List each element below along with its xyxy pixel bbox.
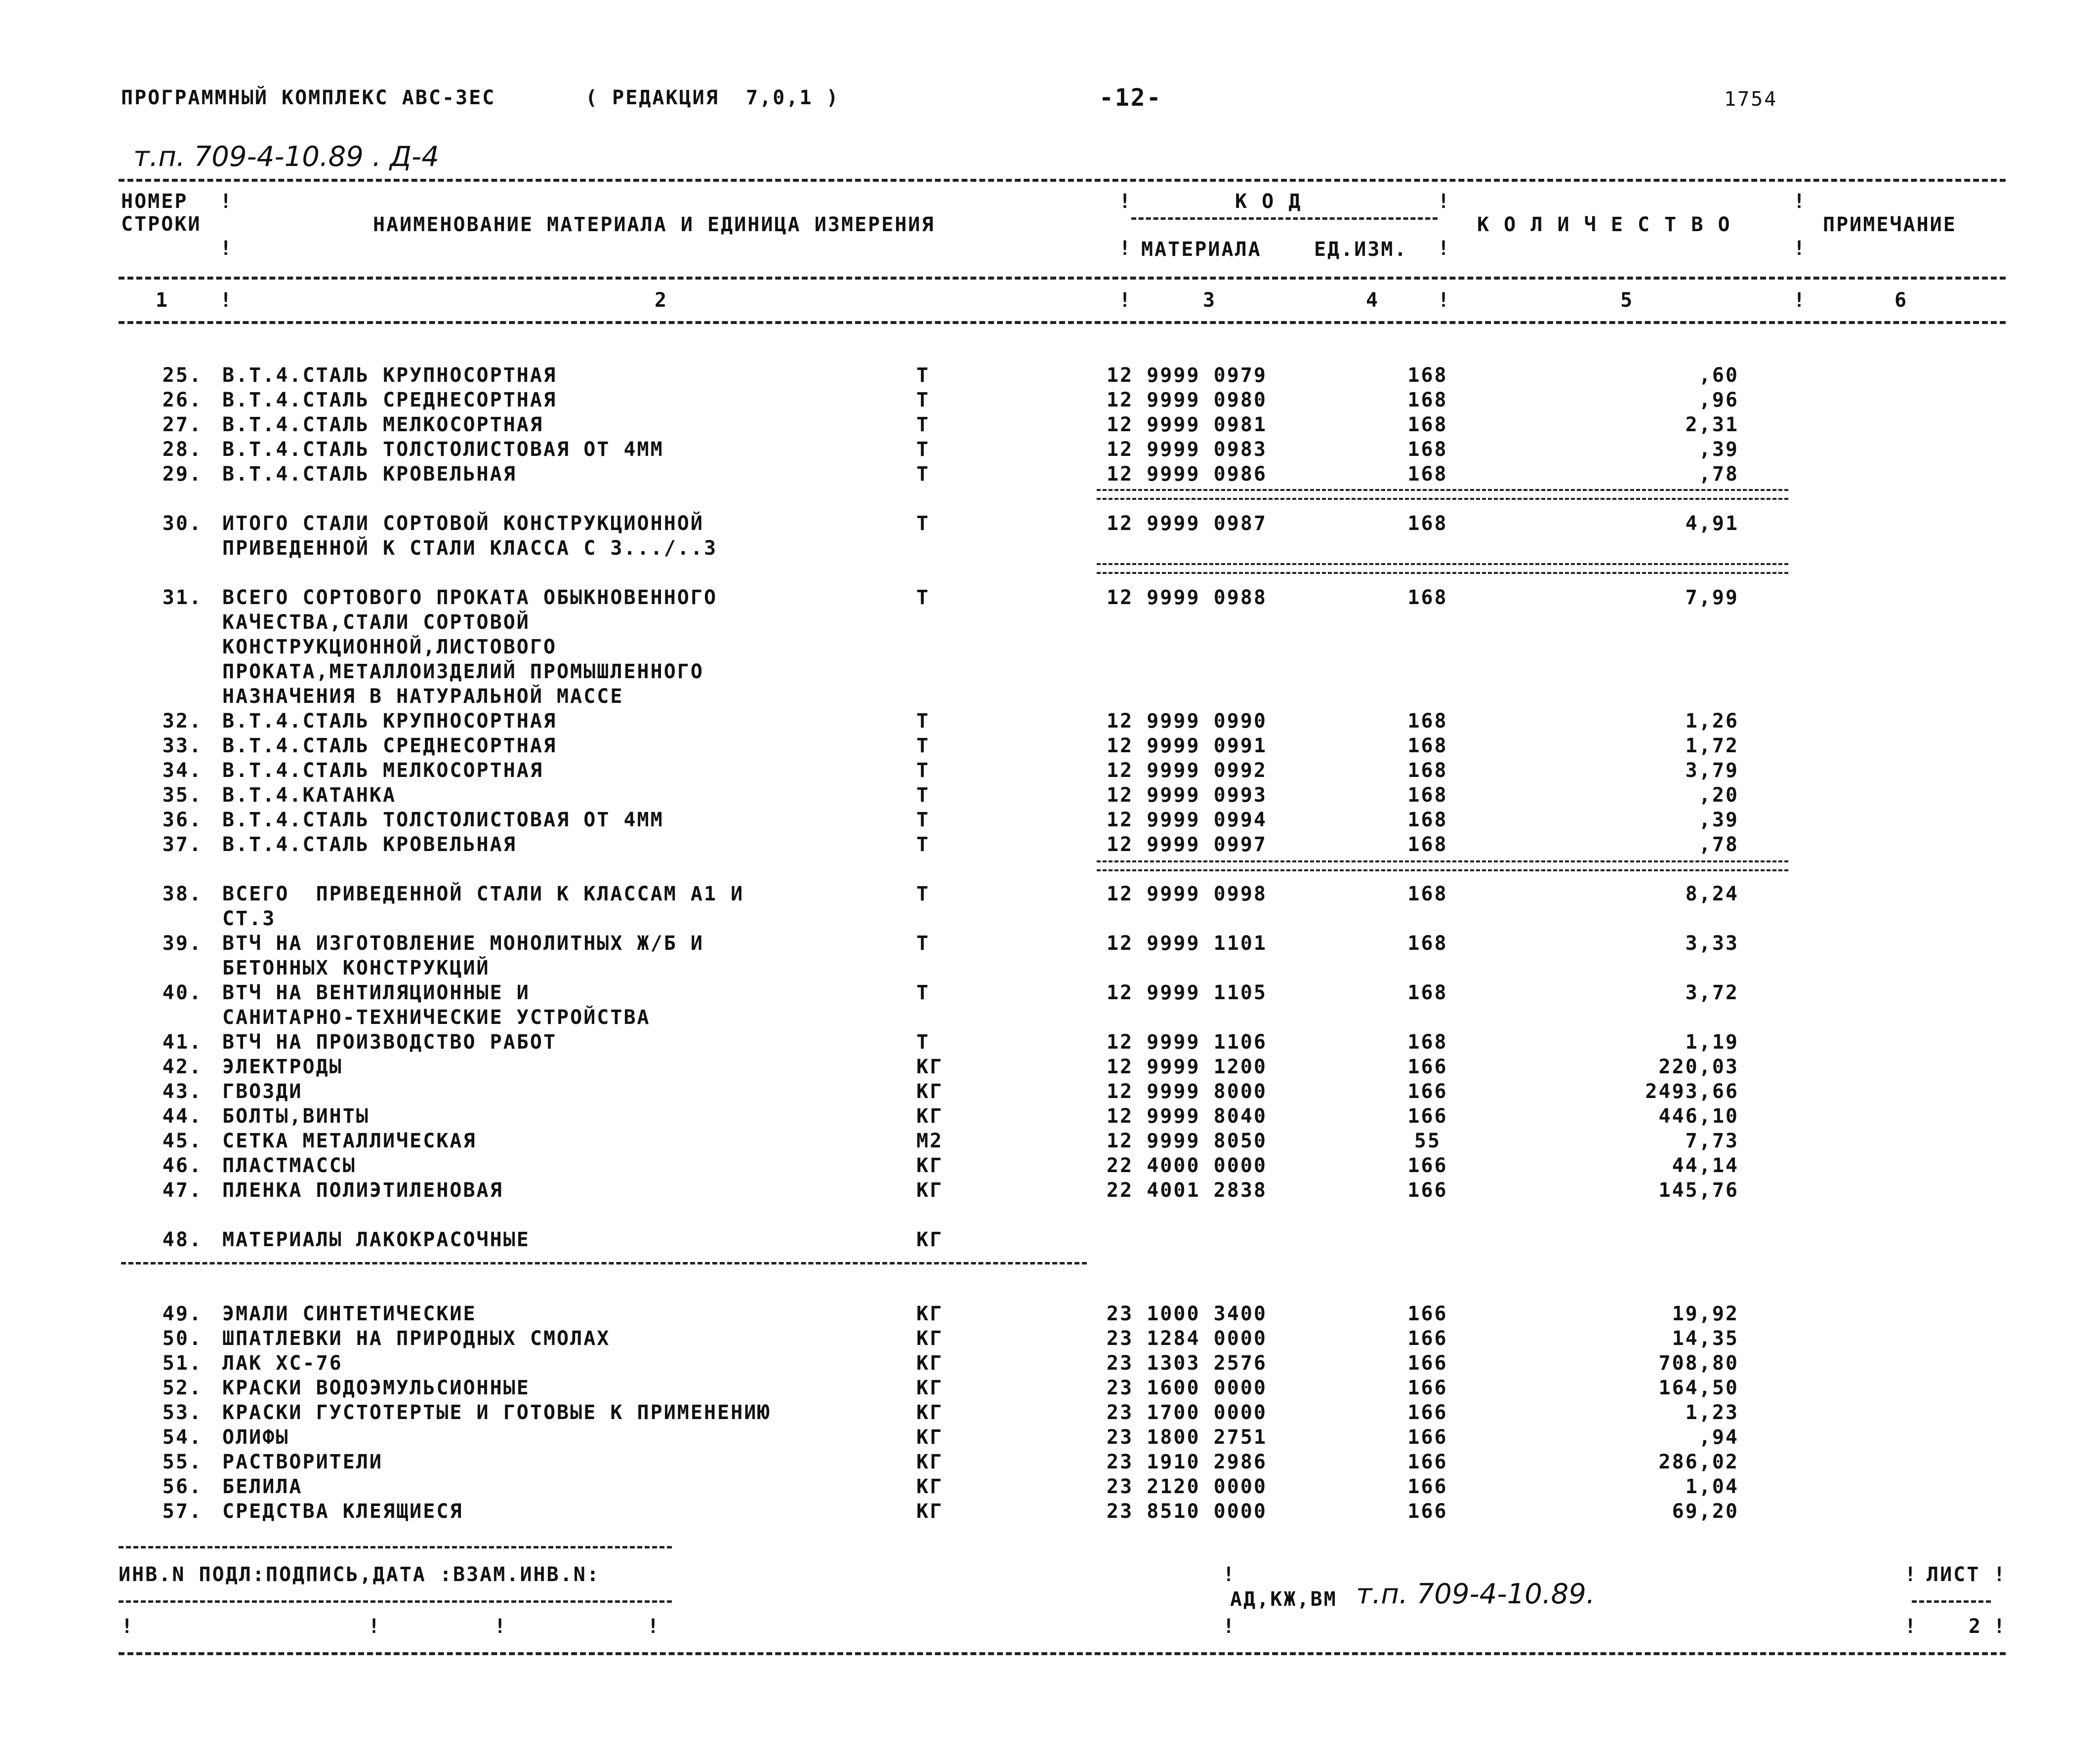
unit-of-measure: Т [916, 734, 930, 757]
footer-doc-prefix: АД,КЖ,ВМ [1230, 1588, 1337, 1611]
unit-code: 166 [1407, 1056, 1448, 1078]
material-code: 12 9999 0993 [1107, 784, 1267, 807]
material-code: 22 4001 2838 [1107, 1179, 1267, 1202]
quantity: 8,24 [1685, 883, 1739, 905]
material-name: ПЛЕНКА ПОЛИЭТИЛЕНОВАЯ [222, 1179, 503, 1202]
unit-code: 168 [1407, 512, 1448, 535]
table-row [0, 1129, 2100, 1153]
material-code: 12 9999 0997 [1107, 833, 1267, 856]
quantity: 286,02 [1658, 1451, 1739, 1473]
sheet-label: ЛИСТ [1927, 1563, 1980, 1586]
quantity: 164,50 [1658, 1377, 1739, 1399]
material-code: 23 1600 0000 [1107, 1377, 1267, 1399]
quantity: 1,72 [1685, 734, 1739, 757]
unit-code: 166 [1407, 1377, 1448, 1399]
unit-of-measure: Т [916, 981, 930, 1004]
material-name: РАСТВОРИТЕЛИ [222, 1451, 383, 1473]
header-separator: ! [1438, 190, 1450, 213]
program-title: ПРОГРАММНЫЙ КОМПЛЕКС АВС-3ЕС [121, 86, 496, 109]
material-name: ВТЧ НА ИЗГОТОВЛЕНИЕ МОНОЛИТНЫХ Ж/Б И [222, 932, 704, 955]
unit-of-measure: Т [916, 759, 930, 782]
table-row [0, 412, 2100, 437]
unit-of-measure: КГ [916, 1327, 944, 1350]
table-row [0, 1425, 2100, 1450]
unit-code: 168 [1407, 883, 1448, 905]
unit-code: 168 [1407, 586, 1448, 609]
material-code: 12 9999 0983 [1107, 438, 1267, 461]
material-code: 23 1800 2751 [1107, 1426, 1267, 1449]
table-row [0, 1302, 2100, 1326]
col-number-3: 3 [1203, 289, 1217, 312]
quantity: ,39 [1698, 809, 1739, 831]
material-name: ПРИВЕДЕННОЙ К СТАЛИ КЛАССА С 3.../..3 [222, 537, 718, 560]
quantity: ,96 [1698, 389, 1739, 411]
row-number: 36. [162, 809, 203, 831]
row-number: 45. [162, 1130, 203, 1152]
col-note-header: ПРИМЕЧАНИЕ [1823, 213, 1957, 236]
unit-code: 166 [1407, 1475, 1448, 1498]
material-code: 12 9999 0979 [1107, 364, 1267, 387]
quantity: ,78 [1698, 833, 1739, 856]
material-name: ШПАТЛЕВКИ НА ПРИРОДНЫХ СМОЛАХ [222, 1327, 611, 1350]
unit-code: 168 [1407, 809, 1448, 831]
unit-code: 166 [1407, 1352, 1448, 1375]
unit-of-measure: КГ [916, 1377, 944, 1399]
row-number: 57. [162, 1500, 203, 1523]
unit-of-measure: КГ [916, 1228, 944, 1251]
table-row [0, 1376, 2100, 1400]
footer-separator: ! [1904, 1615, 1917, 1638]
quantity: 7,73 [1685, 1130, 1739, 1152]
material-name: ЭМАЛИ СИНТЕТИЧЕСКИЕ [222, 1302, 477, 1325]
material-code: 12 9999 0988 [1107, 586, 1267, 609]
rule-bottom [119, 1652, 2006, 1655]
handwritten-reference: т.п. 709-4-10.89 . Д-4 [133, 141, 439, 173]
material-name: КРАСКИ ВОДОЭМУЛЬСИОННЫЕ [222, 1377, 530, 1399]
quantity: ,78 [1698, 463, 1739, 486]
quantity: 7,99 [1685, 586, 1739, 609]
row-number: 37. [162, 833, 203, 856]
table-row [0, 1055, 2100, 1079]
unit-code: 168 [1407, 389, 1448, 411]
quantity: 3,33 [1685, 932, 1739, 955]
unit-of-measure: КГ [916, 1475, 944, 1498]
table-row [0, 511, 2100, 560]
material-code: 12 9999 0994 [1107, 809, 1267, 831]
row-number: 29. [162, 463, 203, 486]
material-code: 23 8510 0000 [1107, 1500, 1267, 1523]
unit-code: 55 [1414, 1130, 1441, 1152]
quantity: ,20 [1698, 784, 1739, 807]
unit-of-measure: Т [916, 512, 930, 535]
unit-of-measure: Т [916, 438, 930, 461]
material-code: 12 9999 0998 [1107, 883, 1267, 905]
material-code: 23 2120 0000 [1107, 1475, 1267, 1498]
table-row [0, 1474, 2100, 1499]
material-code: 22 4000 0000 [1107, 1154, 1267, 1177]
row-number: 38. [162, 883, 203, 905]
footer-separator: ! [1904, 1563, 1917, 1586]
table-row [0, 1227, 2100, 1252]
material-code: 23 1000 3400 [1107, 1302, 1267, 1325]
material-code: 12 9999 1200 [1107, 1056, 1267, 1078]
material-name: ВСЕГО СОРТОВОГО ПРОКАТА ОБЫКНОВЕННОГО [222, 586, 718, 609]
material-name: КРАСКИ ГУСТОТЕРТЫЕ И ГОТОВЫЕ К ПРИМЕНЕНИЮ [222, 1401, 771, 1424]
table-row [0, 1079, 2100, 1104]
material-code: 12 9999 0987 [1107, 512, 1267, 535]
rule-header-bottom [119, 277, 2006, 280]
material-name: КАЧЕСТВА,СТАЛИ СОРТОВОЙ [222, 611, 530, 634]
row-number: 31. [162, 586, 203, 609]
col-number-1: 1 [156, 289, 169, 312]
unit-of-measure: Т [916, 784, 930, 807]
unit-of-measure: КГ [916, 1105, 944, 1128]
row-number: 27. [162, 413, 203, 436]
table-row [0, 1450, 2100, 1474]
material-name: НАЗНАЧЕНИЯ В НАТУРАЛЬНОЙ МАССЕ [222, 685, 624, 708]
material-name: В.Т.4.СТАЛЬ МЕЛКОСОРТНАЯ [222, 413, 543, 436]
row-number: 30. [162, 512, 203, 535]
quantity: ,39 [1698, 438, 1739, 461]
unit-code: 168 [1407, 932, 1448, 955]
footer-rule [119, 1600, 672, 1603]
material-name: В.Т.4.СТАЛЬ МЕЛКОСОРТНАЯ [222, 759, 543, 782]
col-code-header: К О Д [1235, 190, 1302, 213]
unit-of-measure: Т [916, 364, 930, 387]
header-separator: ! [1119, 237, 1131, 260]
table-row [0, 1351, 2100, 1376]
quantity: 3,72 [1685, 981, 1739, 1004]
unit-code: 166 [1407, 1401, 1448, 1424]
unit-of-measure: КГ [916, 1056, 944, 1078]
row-number: 25. [162, 364, 203, 387]
row-number: 47. [162, 1179, 203, 1202]
unit-of-measure: Т [916, 463, 930, 486]
unit-of-measure: Т [916, 586, 930, 609]
footer-separator: ! [647, 1615, 659, 1638]
unit-code: 168 [1407, 438, 1448, 461]
page-mark: -12- [1099, 84, 1162, 112]
material-name: БЕТОННЫХ КОНСТРУКЦИЙ [222, 957, 490, 979]
unit-code: 168 [1407, 1031, 1448, 1054]
col-number-2: 2 [655, 289, 668, 312]
rule-numbers-bottom [119, 321, 2006, 324]
quantity: 1,23 [1685, 1401, 1739, 1424]
unit-of-measure: КГ [916, 1500, 944, 1523]
table-row [0, 437, 2100, 462]
table-row [0, 783, 2100, 808]
unit-code: 166 [1407, 1426, 1448, 1449]
unit-code: 168 [1407, 833, 1448, 856]
unit-of-measure: Т [916, 932, 930, 955]
material-name: САНИТАРНО-ТЕХНИЧЕСКИЕ УСТРОЙСТВА [222, 1006, 651, 1029]
material-name: ИТОГО СТАЛИ СОРТОВОЙ КОНСТРУКЦИОННОЙ [222, 512, 704, 535]
row-number: 44. [162, 1105, 203, 1128]
header-separator: ! [1119, 289, 1131, 312]
material-name: ПЛАСТМАССЫ [222, 1154, 356, 1177]
unit-of-measure: Т [916, 710, 930, 733]
unit-of-measure: Т [916, 883, 930, 905]
table-row [0, 1030, 2100, 1055]
row-number: 33. [162, 734, 203, 757]
footer-rule [119, 1546, 672, 1548]
material-name: ВСЕГО ПРИВЕДЕННОЙ СТАЛИ К КЛАССАМ А1 И [222, 883, 744, 905]
unit-of-measure: КГ [916, 1352, 944, 1375]
footer-separator: ! [1223, 1563, 1235, 1586]
material-name: В.Т.4.СТАЛЬ СРЕДНЕСОРТНАЯ [222, 734, 557, 757]
quantity: 3,79 [1685, 759, 1739, 782]
unit-of-measure: КГ [916, 1080, 944, 1103]
quantity: ,60 [1698, 364, 1739, 387]
unit-of-measure: Т [916, 413, 930, 436]
unit-code: 168 [1407, 413, 1448, 436]
col-number-4: 4 [1366, 289, 1380, 312]
material-code: 12 9999 8000 [1107, 1080, 1267, 1103]
material-code: 12 9999 8050 [1107, 1130, 1267, 1152]
table-row [0, 1499, 2100, 1524]
header-separator: ! [1793, 237, 1806, 260]
row-number: 42. [162, 1056, 203, 1078]
header-separator: ! [1438, 289, 1450, 312]
material-name: ВТЧ НА ПРОИЗВОДСТВО РАБОТ [222, 1031, 557, 1054]
material-name: В.Т.4.СТАЛЬ КРОВЕЛЬНАЯ [222, 463, 517, 486]
edition-label: ( РЕДАКЦИЯ 7,0,1 ) [585, 86, 840, 109]
material-name: В.Т.4.СТАЛЬ СРЕДНЕСОРТНАЯ [222, 389, 557, 411]
row-number: 39. [162, 932, 203, 955]
col-code-material-header: МАТЕРИАЛА [1141, 238, 1262, 261]
table-row [0, 758, 2100, 783]
row-number: 51. [162, 1352, 203, 1375]
unit-code: 166 [1407, 1327, 1448, 1350]
quantity: 1,26 [1685, 710, 1739, 733]
unit-of-measure: КГ [916, 1426, 944, 1449]
material-name: КОНСТРУКЦИОННОЙ,ЛИСТОВОГО [222, 636, 557, 658]
material-name: СТ.3 [222, 907, 276, 930]
material-name: БЕЛИЛА [222, 1475, 303, 1498]
unit-of-measure: М2 [916, 1130, 944, 1152]
material-name: ЛАК ХС-76 [222, 1352, 343, 1375]
material-code: 12 9999 0980 [1107, 389, 1267, 411]
unit-code: 166 [1407, 1451, 1448, 1473]
table-row [0, 1153, 2100, 1178]
table-row [0, 832, 2100, 857]
quantity: 69,20 [1672, 1500, 1739, 1523]
unit-code: 168 [1407, 463, 1448, 486]
material-name: В.Т.4.СТАЛЬ КРУПНОСОРТНАЯ [222, 710, 557, 733]
material-code: 12 9999 1106 [1107, 1031, 1267, 1054]
quantity: 1,04 [1685, 1475, 1739, 1498]
unit-of-measure: КГ [916, 1154, 944, 1177]
unit-code: 168 [1407, 364, 1448, 387]
header-separator: ! [1793, 190, 1806, 213]
unit-of-measure: КГ [916, 1302, 944, 1325]
material-name: В.Т.4.СТАЛЬ ТОЛСТОЛИСТОВАЯ ОТ 4ММ [222, 809, 664, 831]
material-code: 12 9999 8040 [1107, 1105, 1267, 1128]
doc-number: 1754 [1724, 88, 1778, 111]
table-row [0, 1178, 2100, 1203]
table-row [0, 388, 2100, 412]
material-code: 12 9999 1101 [1107, 932, 1267, 955]
material-code: 23 1303 2576 [1107, 1352, 1267, 1375]
header-separator: ! [1438, 237, 1450, 260]
row-number: 53. [162, 1401, 203, 1424]
quantity: 4,91 [1685, 512, 1739, 535]
table-row [0, 462, 2100, 487]
row-number: 52. [162, 1377, 203, 1399]
quantity: 19,92 [1672, 1302, 1739, 1325]
quantity: 2,31 [1685, 413, 1739, 436]
unit-code: 166 [1407, 1302, 1448, 1325]
material-code: 12 9999 0981 [1107, 413, 1267, 436]
unit-of-measure: Т [916, 833, 930, 856]
unit-code: 166 [1407, 1105, 1448, 1128]
col-number-6: 6 [1894, 289, 1908, 312]
row-number: 43. [162, 1080, 203, 1103]
code-header-divider [1131, 217, 1438, 220]
quantity: 2493,66 [1645, 1080, 1739, 1103]
double-rule [1097, 860, 1788, 871]
header-separator: ! [220, 190, 232, 213]
row-number: 55. [162, 1451, 203, 1473]
material-code: 23 1700 0000 [1107, 1401, 1267, 1424]
material-code: 12 9999 0991 [1107, 734, 1267, 757]
material-name: ОЛИФЫ [222, 1426, 289, 1449]
quantity: 220,03 [1658, 1056, 1739, 1078]
table-row [0, 1104, 2100, 1129]
material-code: 23 1910 2986 [1107, 1451, 1267, 1473]
row-number: 34. [162, 759, 203, 782]
col-name-header: НАИМЕНОВАНИЕ МАТЕРИАЛА И ЕДИНИЦА ИЗМЕРЕНИЯ [373, 213, 935, 236]
table-row [0, 709, 2100, 733]
material-name: БОЛТЫ,ВИНТЫ [222, 1105, 370, 1128]
material-code: 12 9999 0992 [1107, 759, 1267, 782]
col-row-number-header: НОМЕР СТРОКИ [121, 190, 202, 236]
table-row [0, 585, 2100, 708]
unit-code: 166 [1407, 1500, 1448, 1523]
section-rule [121, 1262, 1087, 1264]
quantity: 14,35 [1672, 1327, 1739, 1350]
table-row [0, 882, 2100, 930]
rule-top [119, 179, 2006, 182]
row-number: 32. [162, 710, 203, 733]
table-row [0, 808, 2100, 832]
row-number: 26. [162, 389, 203, 411]
row-number: 56. [162, 1475, 203, 1498]
unit-code: 166 [1407, 1154, 1448, 1177]
material-code: 12 9999 0986 [1107, 463, 1267, 486]
unit-code: 168 [1407, 759, 1448, 782]
quantity: 145,76 [1658, 1179, 1739, 1202]
row-number: 46. [162, 1154, 203, 1177]
unit-code: 166 [1407, 1179, 1448, 1202]
unit-of-measure: Т [916, 809, 930, 831]
sheet-number: 2 [1969, 1615, 1982, 1638]
table-row [0, 1400, 2100, 1425]
row-number: 54. [162, 1426, 203, 1449]
material-name: ЭЛЕКТРОДЫ [222, 1056, 343, 1078]
material-name: В.Т.4.КАТАНКА [222, 784, 397, 807]
material-code: 23 1284 0000 [1107, 1327, 1267, 1350]
quantity: ,94 [1698, 1426, 1739, 1449]
material-name: ВТЧ НА ВЕНТИЛЯЦИОННЫЕ И [222, 981, 530, 1004]
material-code: 12 9999 1105 [1107, 981, 1267, 1004]
table-row [0, 733, 2100, 758]
quantity: 446,10 [1658, 1105, 1739, 1128]
footer-separator: ! [494, 1615, 506, 1638]
unit-of-measure: КГ [916, 1179, 944, 1202]
material-name: В.Т.4.СТАЛЬ КРОВЕЛЬНАЯ [222, 833, 517, 856]
col-quantity-header: К О Л И Ч Е С Т В О [1477, 213, 1731, 236]
unit-code: 168 [1407, 981, 1448, 1004]
footer-separator: ! [368, 1615, 380, 1638]
header-separator: ! [1119, 190, 1131, 213]
material-code: 12 9999 0990 [1107, 710, 1267, 733]
unit-of-measure: Т [916, 389, 930, 411]
material-name: СРЕДСТВА КЛЕЯЩИЕСЯ [222, 1500, 463, 1523]
unit-of-measure: Т [916, 1031, 930, 1054]
material-name: ПРОКАТА,МЕТАЛЛОИЗДЕЛИЙ ПРОМЫШЛЕННОГО [222, 660, 704, 683]
header-separator: ! [220, 289, 232, 312]
unit-code: 168 [1407, 710, 1448, 733]
material-name: МАТЕРИАЛЫ ЛАКОКРАСОЧНЫЕ [222, 1228, 530, 1251]
material-name: ГВОЗДИ [222, 1080, 303, 1103]
material-name: В.Т.4.СТАЛЬ ТОЛСТОЛИСТОВАЯ ОТ 4ММ [222, 438, 664, 461]
col-code-unit-header: ЕД.ИЗМ. [1314, 238, 1408, 261]
row-number: 48. [162, 1228, 203, 1251]
footer-separator: ! [121, 1615, 133, 1638]
material-name: СЕТКА МЕТАЛЛИЧЕСКАЯ [222, 1130, 477, 1152]
unit-of-measure: КГ [916, 1451, 944, 1473]
material-name: В.Т.4.СТАЛЬ КРУПНОСОРТНАЯ [222, 364, 557, 387]
unit-code: 168 [1407, 784, 1448, 807]
table-row [0, 931, 2100, 979]
table-row [0, 363, 2100, 388]
footer-separator: ! [1993, 1563, 2006, 1586]
quantity: 44,14 [1672, 1154, 1739, 1177]
row-number: 50. [162, 1327, 203, 1350]
row-number: 49. [162, 1302, 203, 1325]
footer-separator: ! [1223, 1615, 1235, 1638]
row-number: 41. [162, 1031, 203, 1054]
table-row [0, 980, 2100, 1029]
footer-separator: ! [1993, 1615, 2006, 1638]
quantity: 708,80 [1658, 1352, 1739, 1375]
row-number: 28. [162, 438, 203, 461]
unit-of-measure: КГ [916, 1401, 944, 1424]
footer-signature-block: ИНВ.N ПОДЛ:ПОДПИСЬ,ДАТА :ВЗАМ.ИНВ.N: [119, 1563, 600, 1586]
footer-doc-reference: т.п. 709-4-10.89. [1356, 1578, 1595, 1610]
quantity: 1,19 [1685, 1031, 1739, 1054]
row-number: 35. [162, 784, 203, 807]
header-separator: ! [220, 237, 232, 260]
unit-code: 166 [1407, 1080, 1448, 1103]
row-number: 40. [162, 981, 203, 1004]
double-rule [1097, 563, 1788, 574]
header-separator: ! [1793, 289, 1806, 312]
double-rule [1097, 489, 1788, 500]
unit-code: 168 [1407, 734, 1448, 757]
table-row [0, 1326, 2100, 1351]
sheet-divider [1912, 1600, 1991, 1603]
col-number-5: 5 [1620, 289, 1634, 312]
